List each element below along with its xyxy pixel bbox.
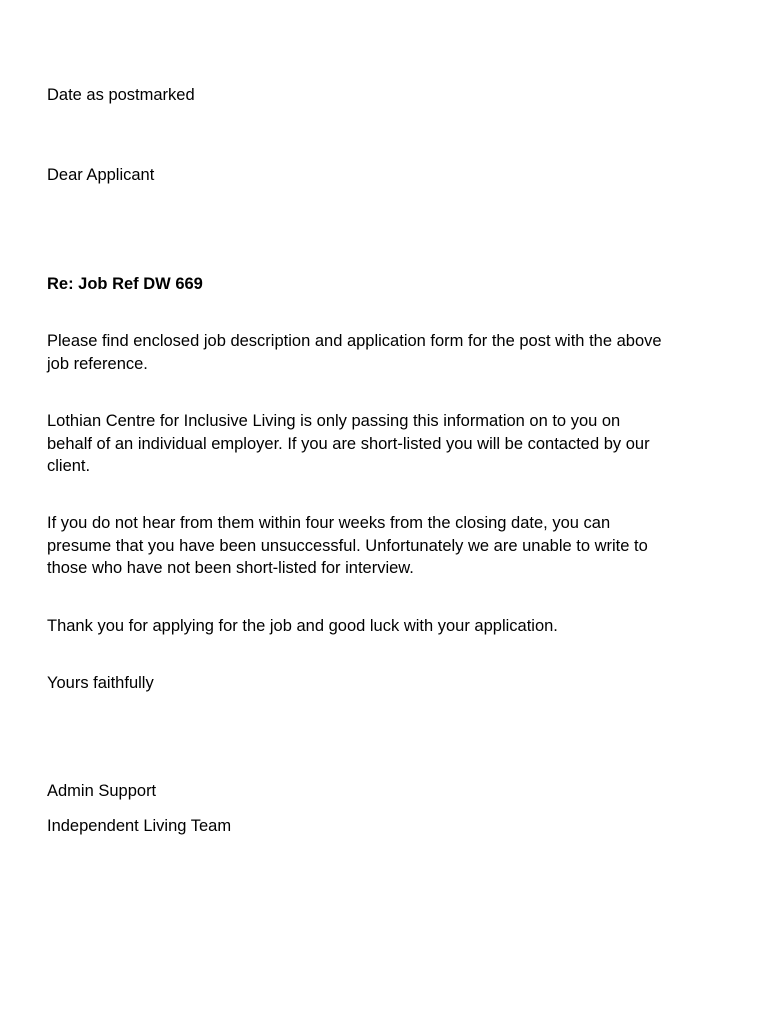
- salutation: Dear Applicant: [47, 166, 155, 184]
- paragraph-employer: [47, 410, 737, 478]
- paragraph-line: presume that you have been unsuccessful. Unfortunately we are unable to write to: [47, 536, 648, 555]
- paragraph-thanks: Thank you for applying for the job and good luck with your application.: [47, 617, 558, 635]
- paragraph-closing-date: [47, 512, 737, 580]
- closing-line: Yours faithfully: [47, 674, 154, 692]
- paragraph-line: client.: [47, 457, 91, 475]
- signatory-role: Admin Support: [47, 782, 157, 800]
- paragraph-line: those who have not been short-listed for interview.: [47, 559, 414, 577]
- subject-line: Re: Job Ref DW 669: [47, 275, 203, 293]
- signatory-team: Independent Living Team: [47, 817, 232, 835]
- paragraph-enclosure: [47, 330, 737, 375]
- paragraph-line: Please find enclosed job description and application form for the post with the above: [47, 332, 662, 350]
- paragraph-line: Lothian Centre for Inclusive Living is only passing this information on to you on: [47, 412, 621, 430]
- paragraph-line: job reference.: [47, 354, 148, 373]
- paragraph-line: behalf of an individual employer. If you are short-listed you will be contacted by our: [47, 434, 650, 453]
- paragraph-line: If you do not hear from them within four weeks from the closing date, you can: [47, 514, 611, 532]
- date-line: Date as postmarked: [47, 86, 195, 104]
